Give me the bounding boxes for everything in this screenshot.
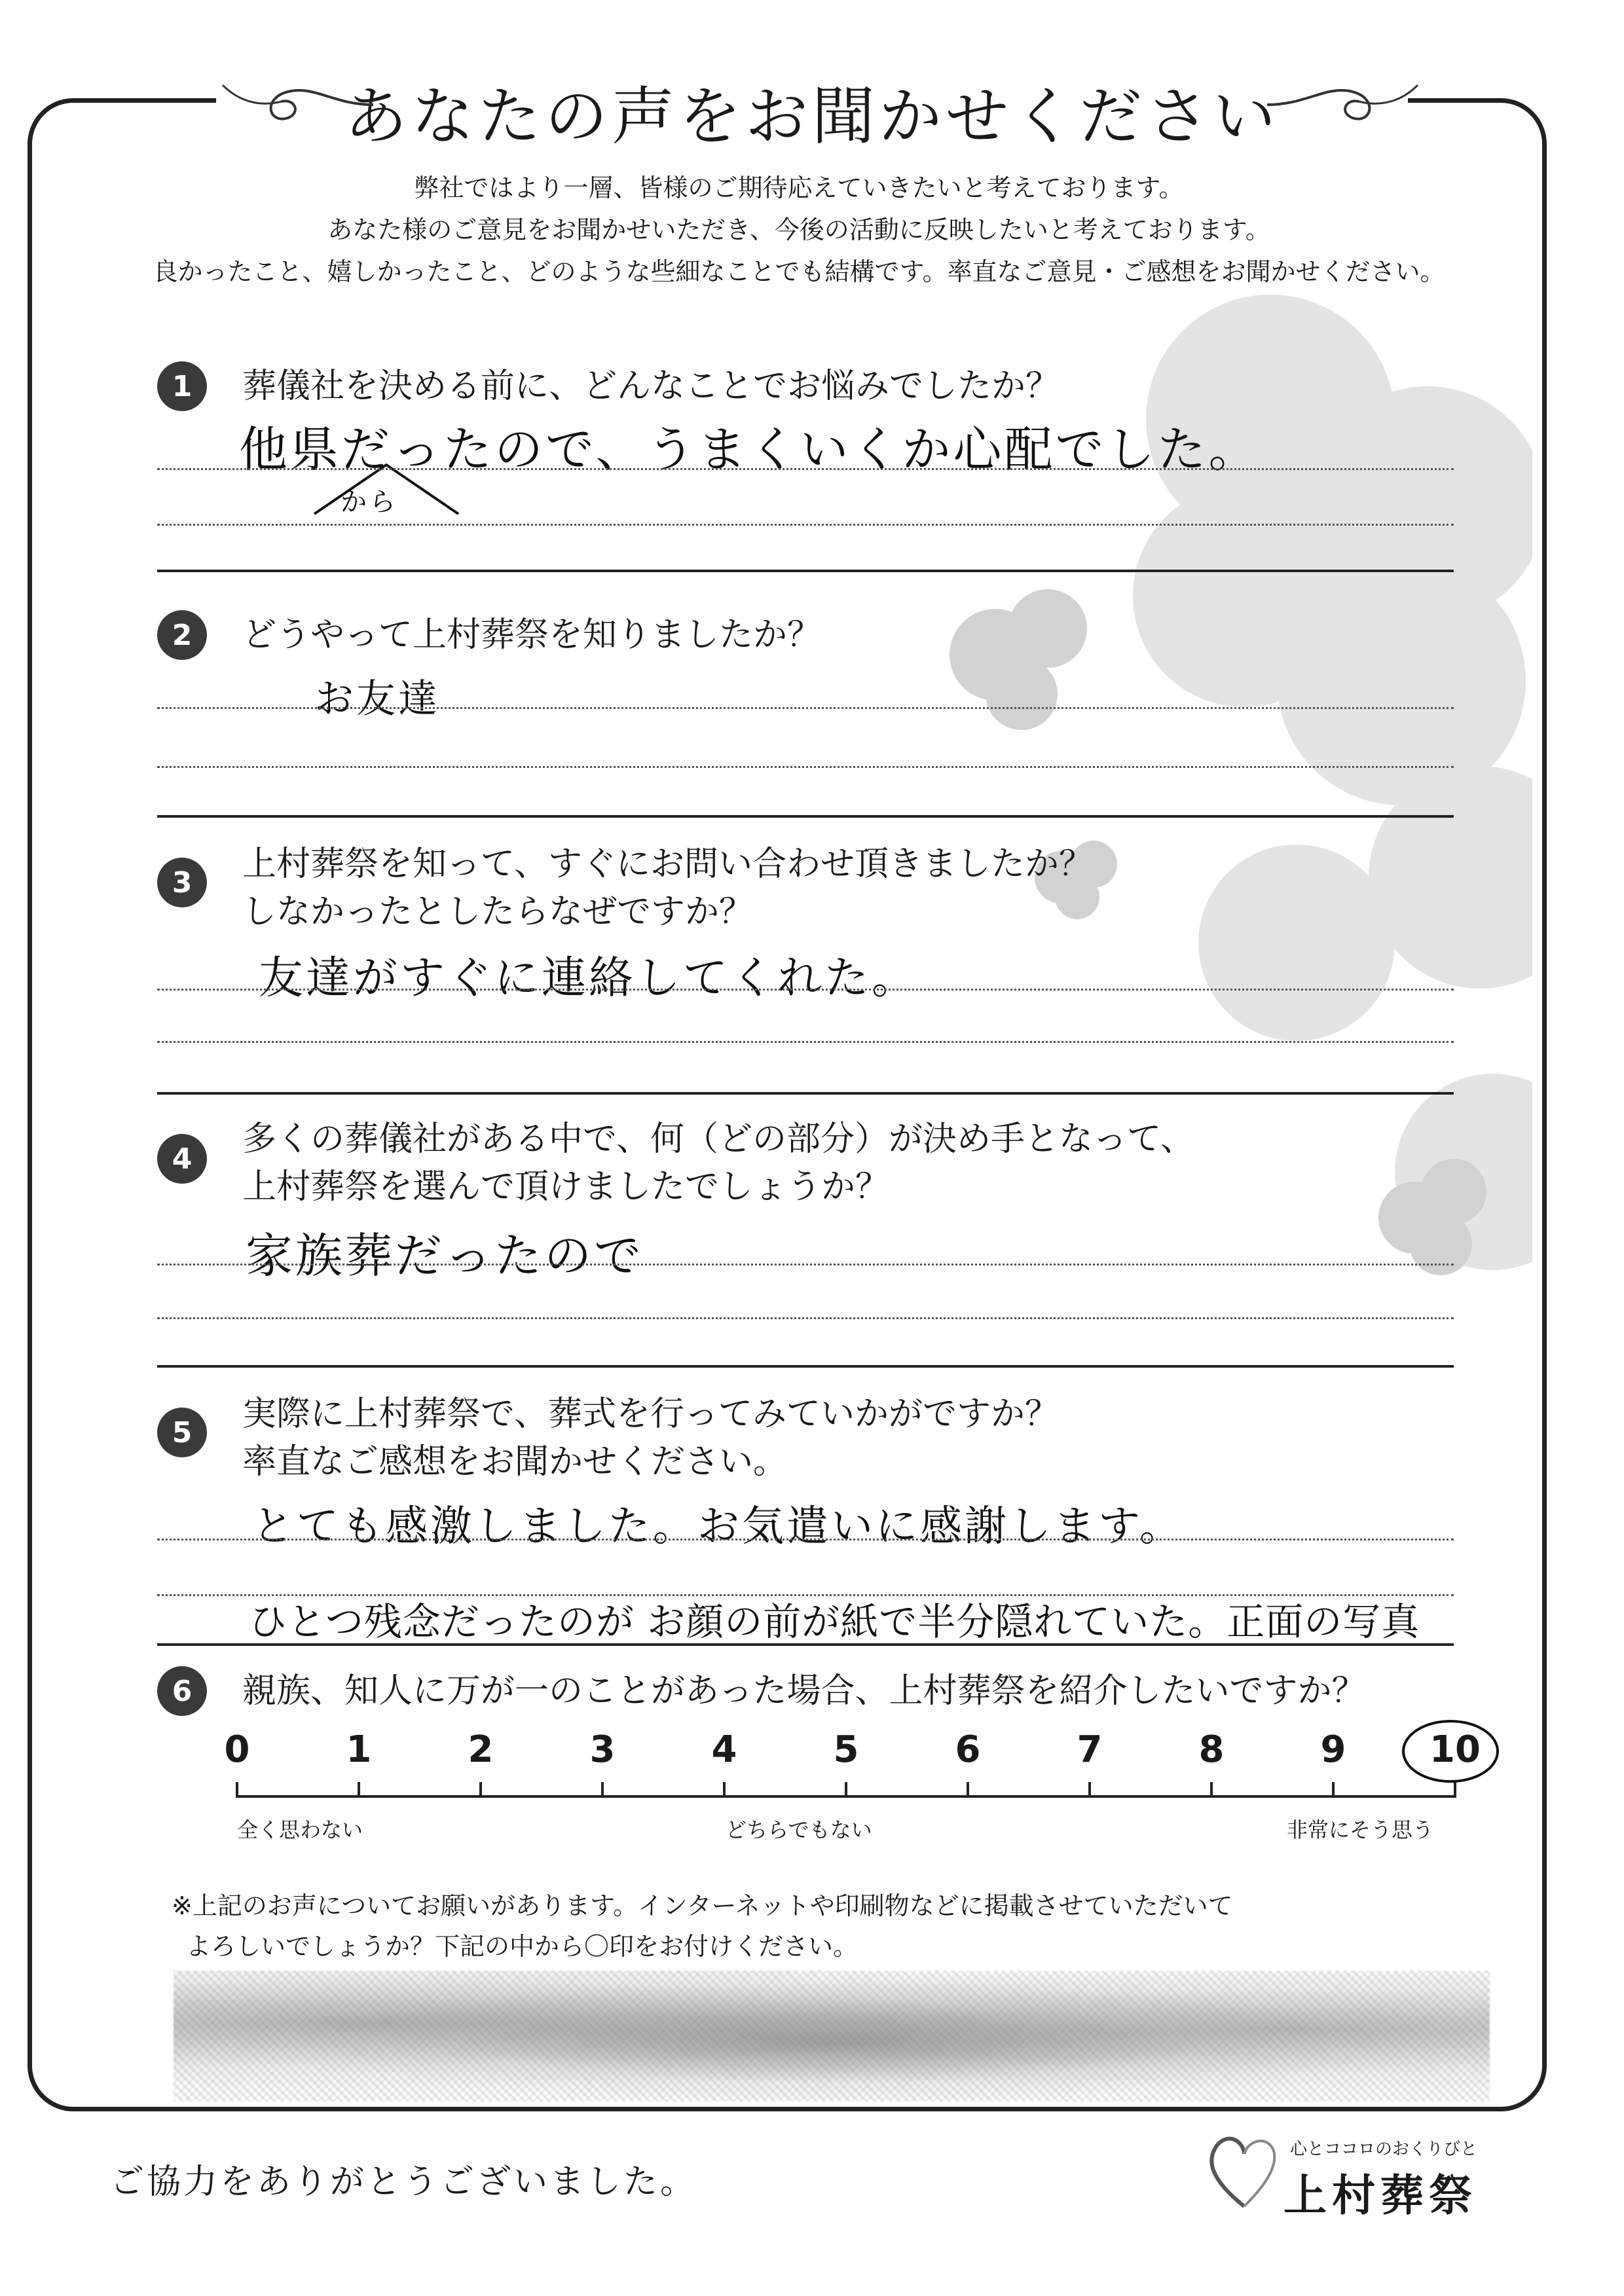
section-separator bbox=[157, 1365, 1454, 1368]
answer-handwriting: ひとつ残念だったのが お顔の前が紙で半分隠れていた。正面の写真 bbox=[249, 1599, 1420, 1644]
answer-handwriting: とても感激しました。お気遣いに感謝します。 bbox=[252, 1503, 1184, 1551]
question-text: どうやって上村葬祭を知りましたか？ bbox=[242, 615, 822, 655]
answer-rule bbox=[157, 1594, 1454, 1596]
intro-text bbox=[79, 167, 1519, 293]
title-band bbox=[216, 62, 1408, 160]
scale-number: 6 bbox=[955, 1728, 981, 1771]
question-number-badge: 5 bbox=[157, 1408, 207, 1457]
scale-number: 1 bbox=[346, 1728, 372, 1771]
answer-rule bbox=[157, 766, 1454, 768]
question-text: 実際に上村葬祭で、葬式を行ってみていかがですか？ bbox=[242, 1394, 1059, 1434]
section-separator bbox=[157, 1092, 1454, 1095]
answer-rule bbox=[157, 1539, 1454, 1540]
question-text: 率直なご感想をお聞かせください。 bbox=[242, 1442, 788, 1482]
answer-handwriting: 友達がすぐに連絡してくれた。 bbox=[259, 953, 919, 1004]
thank-you-message: ご協力をありがとうございました。 bbox=[110, 2162, 697, 2202]
note-line: よろしいでしょうか？下記の中から〇印をお付けください。 bbox=[186, 1932, 858, 1961]
scale-label-high: 非常にそう思う bbox=[1287, 1817, 1434, 1842]
question-text: 葬儀社を決める前に、どんなことでお悩みでしたか？ bbox=[242, 367, 1060, 406]
section-separator bbox=[157, 1643, 1454, 1646]
note-line: ※上記のお声についてお願いがあります。インターネットや印刷物などに掲載させていただいて bbox=[172, 1891, 1233, 1920]
answer-rule bbox=[157, 1264, 1454, 1266]
intro-line: 弊社ではより一層、皆様のご期待応えていきたいと考えております。 bbox=[414, 173, 1184, 202]
answer-rule bbox=[157, 468, 1454, 470]
scale-label-mid: どちらでもない bbox=[726, 1817, 872, 1842]
scale-number: 0 bbox=[224, 1728, 250, 1771]
scale-number: 9 bbox=[1320, 1728, 1346, 1771]
answer-rule bbox=[157, 1041, 1454, 1043]
scale-tick bbox=[723, 1782, 726, 1798]
question-number-badge: 4 bbox=[157, 1134, 207, 1184]
answer-handwriting: お友達 bbox=[314, 676, 440, 722]
flourish-right-icon bbox=[1261, 72, 1424, 137]
answer-handwriting: 他県だったので、うまくいくか心配でした。 bbox=[239, 422, 1260, 478]
company-logo-name: 上村葬祭 bbox=[1283, 2170, 1477, 2221]
intro-line: 良かったこと、嬉しかったこと、どのような些細なことでも結構です。率直なご意見・ご感想をお聞かせください。 bbox=[153, 257, 1445, 286]
question-text: 上村葬祭を選んで頂けましたでしょうか？ bbox=[242, 1167, 890, 1207]
scale-number: 7 bbox=[1077, 1728, 1103, 1771]
consent-note bbox=[172, 1886, 1233, 1967]
question-text: 親族、知人に万が一のことがあった場合、上村葬祭を紹介したいですか？ bbox=[242, 1671, 1366, 1711]
selected-rating-circle-icon bbox=[1398, 1715, 1503, 1787]
logo-tagline: 心とココロのおくりびと bbox=[1290, 2140, 1478, 2159]
scale-number: 8 bbox=[1198, 1728, 1225, 1771]
scale-tick bbox=[358, 1782, 360, 1798]
scale-label-low: 全く思わない bbox=[237, 1817, 363, 1842]
answer-rule bbox=[157, 989, 1454, 991]
scale-tick bbox=[1332, 1782, 1335, 1798]
answer-rule bbox=[157, 524, 1454, 526]
scale-tick bbox=[601, 1782, 604, 1798]
question-number-badge: 3 bbox=[157, 858, 207, 907]
question-text: 上村葬祭を知って、すぐにお問い合わせ頂きましたか？ bbox=[242, 845, 1093, 884]
scale-number: 10 bbox=[1430, 1728, 1481, 1771]
insertion-caret-icon bbox=[308, 458, 465, 517]
scale-number: 4 bbox=[711, 1728, 737, 1771]
heart-logo-icon bbox=[1205, 2128, 1283, 2213]
scale-tick bbox=[236, 1782, 238, 1798]
scale-tick bbox=[479, 1782, 482, 1798]
scale-tick bbox=[845, 1782, 847, 1798]
question-text: しなかったとしたらなぜですか？ bbox=[242, 892, 754, 932]
scale-tick bbox=[1088, 1782, 1091, 1798]
answer-insert-handwriting: から bbox=[341, 487, 398, 517]
redacted-area bbox=[174, 1971, 1490, 2102]
scale-tick bbox=[1210, 1782, 1213, 1798]
question-text: 多くの葬儀社がある中で、何（どの部分）が決め手となって、 bbox=[242, 1120, 1194, 1159]
answer-rule bbox=[157, 707, 1454, 709]
intro-line: あなた様のご意見をお聞かせいただき、今後の活動に反映したいと考えております。 bbox=[327, 215, 1270, 244]
page-title: あなたの声をお聞かせください bbox=[344, 79, 1280, 153]
scale-number: 3 bbox=[589, 1728, 616, 1771]
scale-tick bbox=[967, 1782, 969, 1798]
question-number-badge: 2 bbox=[157, 610, 207, 660]
answer-handwriting: 家族葬だったので bbox=[246, 1228, 644, 1283]
answer-rule bbox=[157, 1317, 1454, 1319]
section-separator bbox=[157, 815, 1454, 818]
flourish-left-icon bbox=[216, 72, 380, 137]
question-number-badge: 6 bbox=[157, 1666, 207, 1716]
section-separator bbox=[157, 570, 1454, 572]
question-number-badge: 1 bbox=[157, 361, 207, 411]
scale-number: 5 bbox=[833, 1728, 859, 1771]
scale-number: 2 bbox=[468, 1728, 494, 1771]
